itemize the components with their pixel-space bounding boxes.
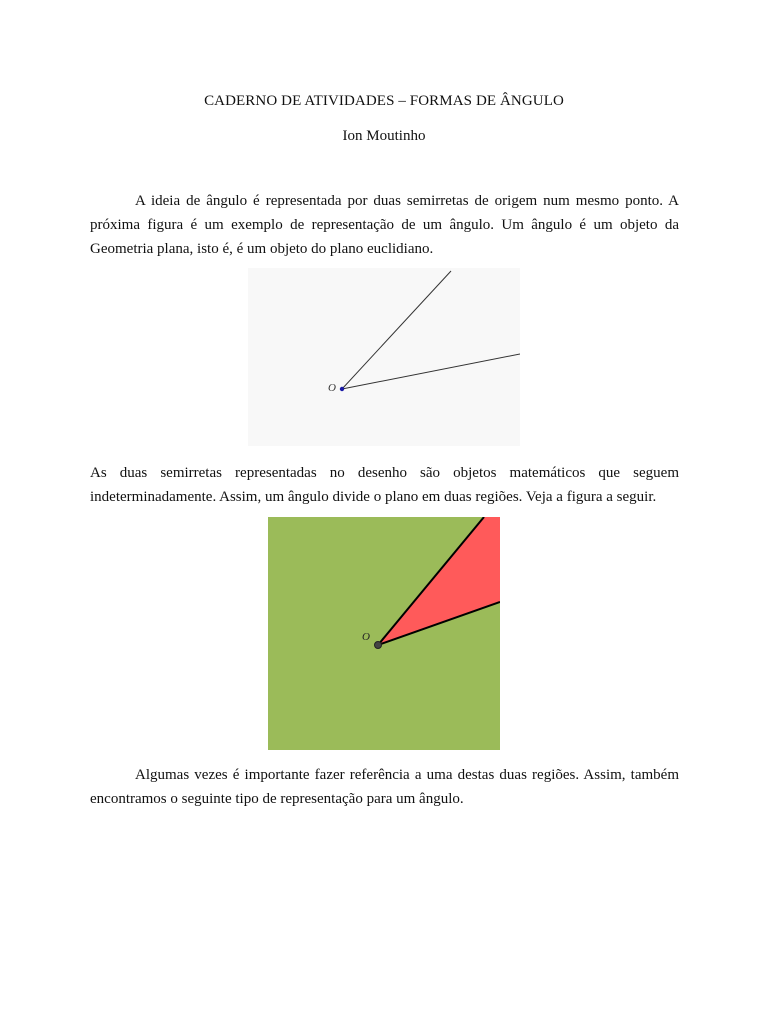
paragraph-angle-idea: A ideia de ângulo é representada por duas semirretas de origem num mesmo ponto. A próxima figura é um exemplo de representação de um ângulo. Um ângulo é um objeto da Geometria plana, isto é, é um objeto do plano euclidiano. <box>90 193 679 257</box>
vertex-point <box>340 387 344 391</box>
paragraph-region-reference: Algumas vezes é importante fazer referência a uma destas duas regiões. Assim, também encontramos o seguinte tipo de representação para um ângulo. <box>90 767 679 807</box>
angle-regions-figure <box>268 517 500 750</box>
document-author: Ion Moutinho <box>342 128 426 144</box>
vertex-point <box>375 642 382 649</box>
vertex-label: O <box>362 631 370 643</box>
paragraph-two-regions: As duas semirretas representadas no desenho são objetos matemáticos que seguem indeterminadamente. Assim, um ângulo divide o plano em duas regiões. Veja a figura a seguir. <box>90 465 679 505</box>
figure-background <box>248 268 520 446</box>
vertex-label: O <box>328 382 336 394</box>
angle-rays-figure <box>248 268 520 446</box>
document-title: CADERNO DE ATIVIDADES – FORMAS DE ÂNGULO <box>204 93 564 109</box>
